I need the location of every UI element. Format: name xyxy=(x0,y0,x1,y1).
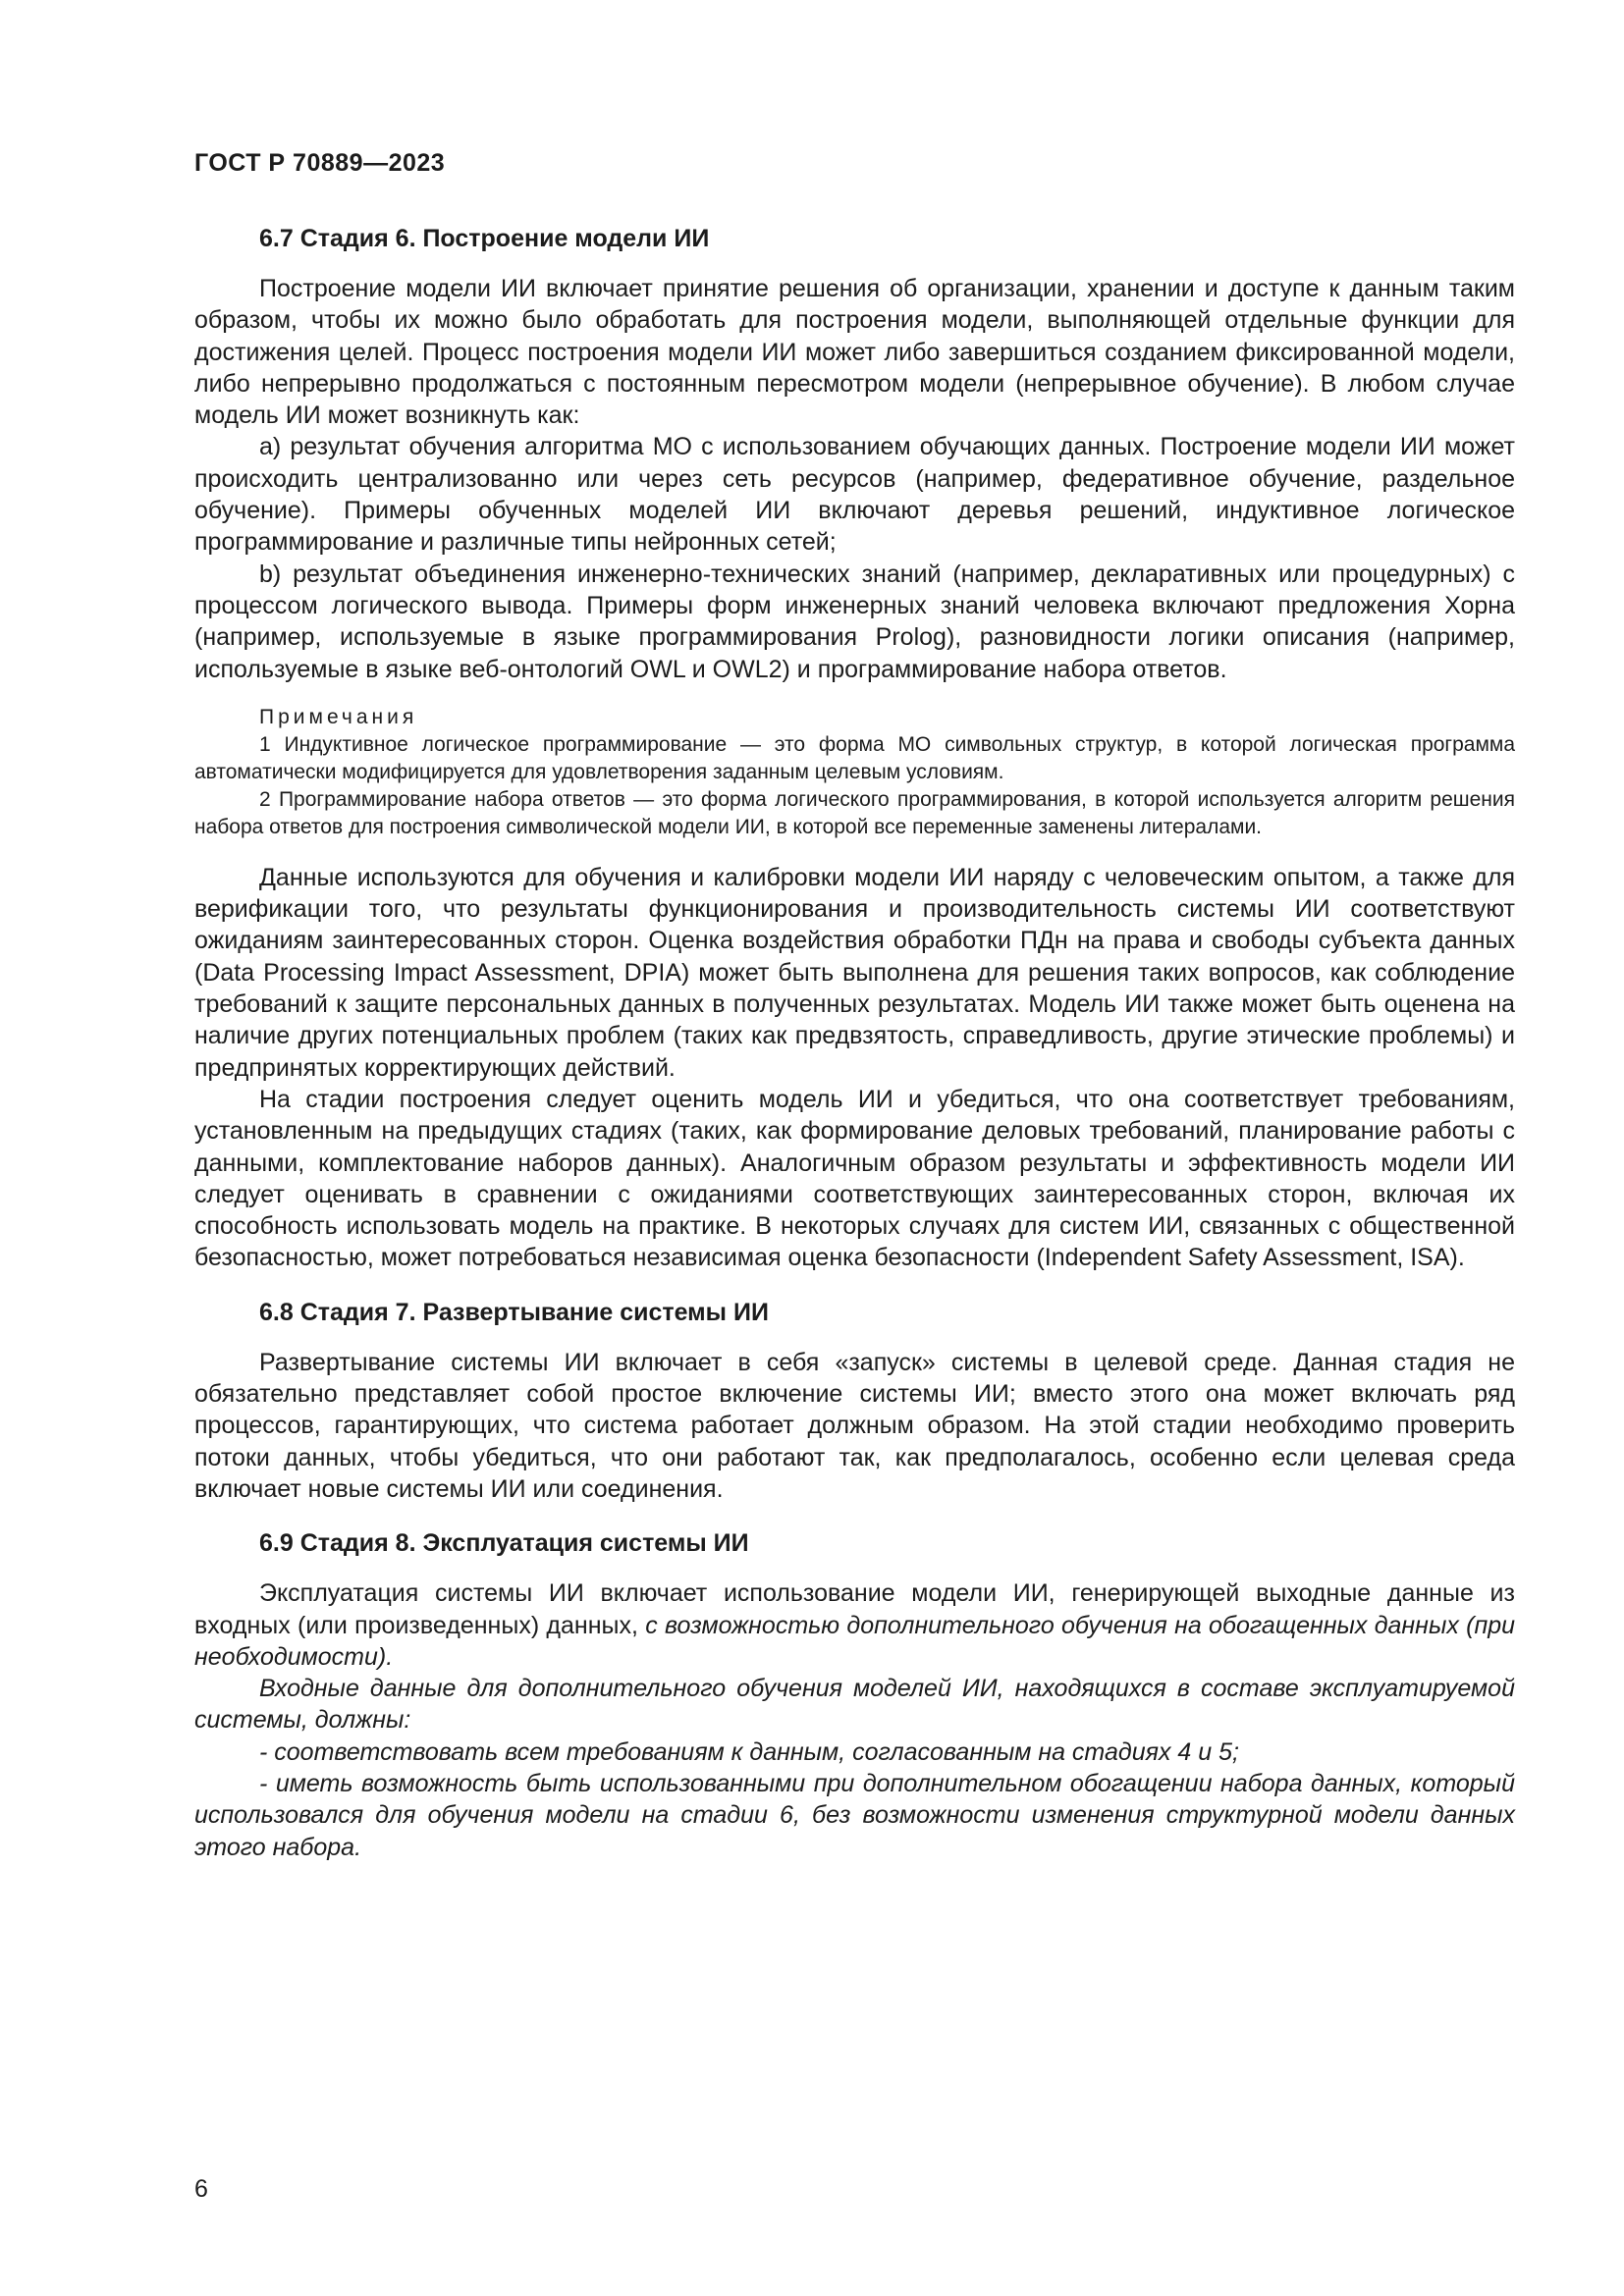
paragraph-italic: Входные данные для дополнительного обучения моделей ИИ, находящихся в составе эксплуатируемой системы, должны: xyxy=(194,1675,1515,1735)
note-2: 2 Программирование набора ответов — это форма логического программирования, в которой используется алгоритм решения набора ответов для построения символической модели ИИ, в которой все переменные заменены литералами. xyxy=(194,787,1515,838)
list-item: - иметь возможность быть использованными при дополнительном обогащении набора данных, который использовался для обучения модели на стадии 6, без возможности изменения структурной модели данных этого набора. xyxy=(194,1769,1515,1861)
paragraph-text-italic: с возможностью дополнительного обучения на обогащенных данных (при необходимости). xyxy=(194,1611,1516,1671)
list-item-a: a) результат обучения алгоритма МО с использованием обучающих данных. Построение модели ИИ может происходить централизованно или через сеть ресурсов (например, федеративное обучение, раздельное обучение). Примеры обученных моделей ИИ включают деревья решений, индуктивное логическое программирование и различные типы нейронных сетей; xyxy=(194,433,1515,557)
section-6-8 xyxy=(194,1296,1515,1505)
list-item: - соответствовать всем требованиям к данным, согласованным на стадиях 4 и 5; xyxy=(259,1737,1239,1766)
notes-title: Примечания xyxy=(259,705,418,728)
section-6-7 xyxy=(194,222,1515,1274)
section-heading: 6.7 Стадия 6. Построение модели ИИ xyxy=(259,225,710,252)
section-6-9 xyxy=(194,1526,1515,1863)
paragraph: На стадии построения следует оценить модель ИИ и убедиться, что она соответствует требованиям, установленным на предыдущих стадиях (таких, как формирование деловых требований, планирование работы с данными, комплектование наборов данных). Аналогичным образом результаты и эффективность модели ИИ следует оценивать в сравнении с ожиданиями соответствующих заинтересованных сторон, включая их способность использовать модель на практике. В некоторых случаях для систем ИИ, связанных с общественной безопасностью, может потребоваться независимая оценка безопасности (Independent Safety Assessment, ISA). xyxy=(194,1085,1515,1272)
page-number: 6 xyxy=(194,2175,208,2203)
note-1: 1 Индуктивное логическое программирование — это форма МО символьных структур, в которой логическая программа автоматически модифицируется для удовлетворения заданным целевым условиям. xyxy=(194,732,1515,783)
paragraph: Развертывание системы ИИ включает в себя «запуск» системы в целевой среде. Данная стадия не обязательно представляет собой простое включение системы ИИ; вместо этого она может включать ряд процессов, гарантирующих, что система работает должным образом. На этой стадии необходимо проверить потоки данных, чтобы убедиться, что они работают так, как предполагалось, особенно если целевая среда включает новые системы ИИ или соединения. xyxy=(194,1348,1515,1503)
notes-block xyxy=(194,704,1515,841)
paragraph: Данные используются для обучения и калибровки модели ИИ наряду с человеческим опытом, а также для верификации того, что результаты функционирования и производительность системы ИИ соответствуют ожиданиям заинтересованных сторон. Оценка воздействия обработки ПДн на права и свободы субъекта данных (Data Processing Impact Assessment, DPIA) может быть выполнена для решения таких вопросов, как соблюдение требований к защите персональных данных в полученных результатах. Модель ИИ также может быть оценена на наличие других потенциальных проблем (таких как предвзятость, справедливость, другие этические проблемы) и предпринятых корректирующих действий. xyxy=(194,863,1515,1082)
paragraph-text: Эксплуатация системы ИИ включает использование модели ИИ, генерирующей выходные данные из входных (или произведенных) данных, xyxy=(194,1579,1515,1639)
page-content xyxy=(194,222,1515,1863)
paragraph: Построение модели ИИ включает принятие решения об организации, хранении и доступе к данным таким образом, чтобы их можно было обработать для построения модели, выполняющей отдельные функции для достижения целей. Процесс построения модели ИИ может либо завершиться созданием фиксированной модели, либо непрерывно продолжаться с постоянным пересмотром модели (непрерывное обучение). В любом случае модель ИИ может возникнуть как: xyxy=(194,275,1515,430)
section-heading: 6.8 Стадия 7. Развертывание системы ИИ xyxy=(259,1298,769,1326)
list-item-b: b) результат объединения инженерно-технических знаний (например, декларативных или процедурных) с процессом логического вывода. Примеры форм инженерных знаний человека включают предложения Хорна (например, используемые в языке программирования Prolog), разновидности логики описания (например, используемые в языке веб-онтологий OWL и OWL2) и программирование набора ответов. xyxy=(194,560,1515,683)
document-page xyxy=(194,0,1515,2296)
document-code: ГОСТ Р 70889—2023 xyxy=(194,149,446,177)
section-heading: 6.9 Стадия 8. Эксплуатация системы ИИ xyxy=(259,1529,749,1558)
paragraph xyxy=(194,1577,1515,1673)
